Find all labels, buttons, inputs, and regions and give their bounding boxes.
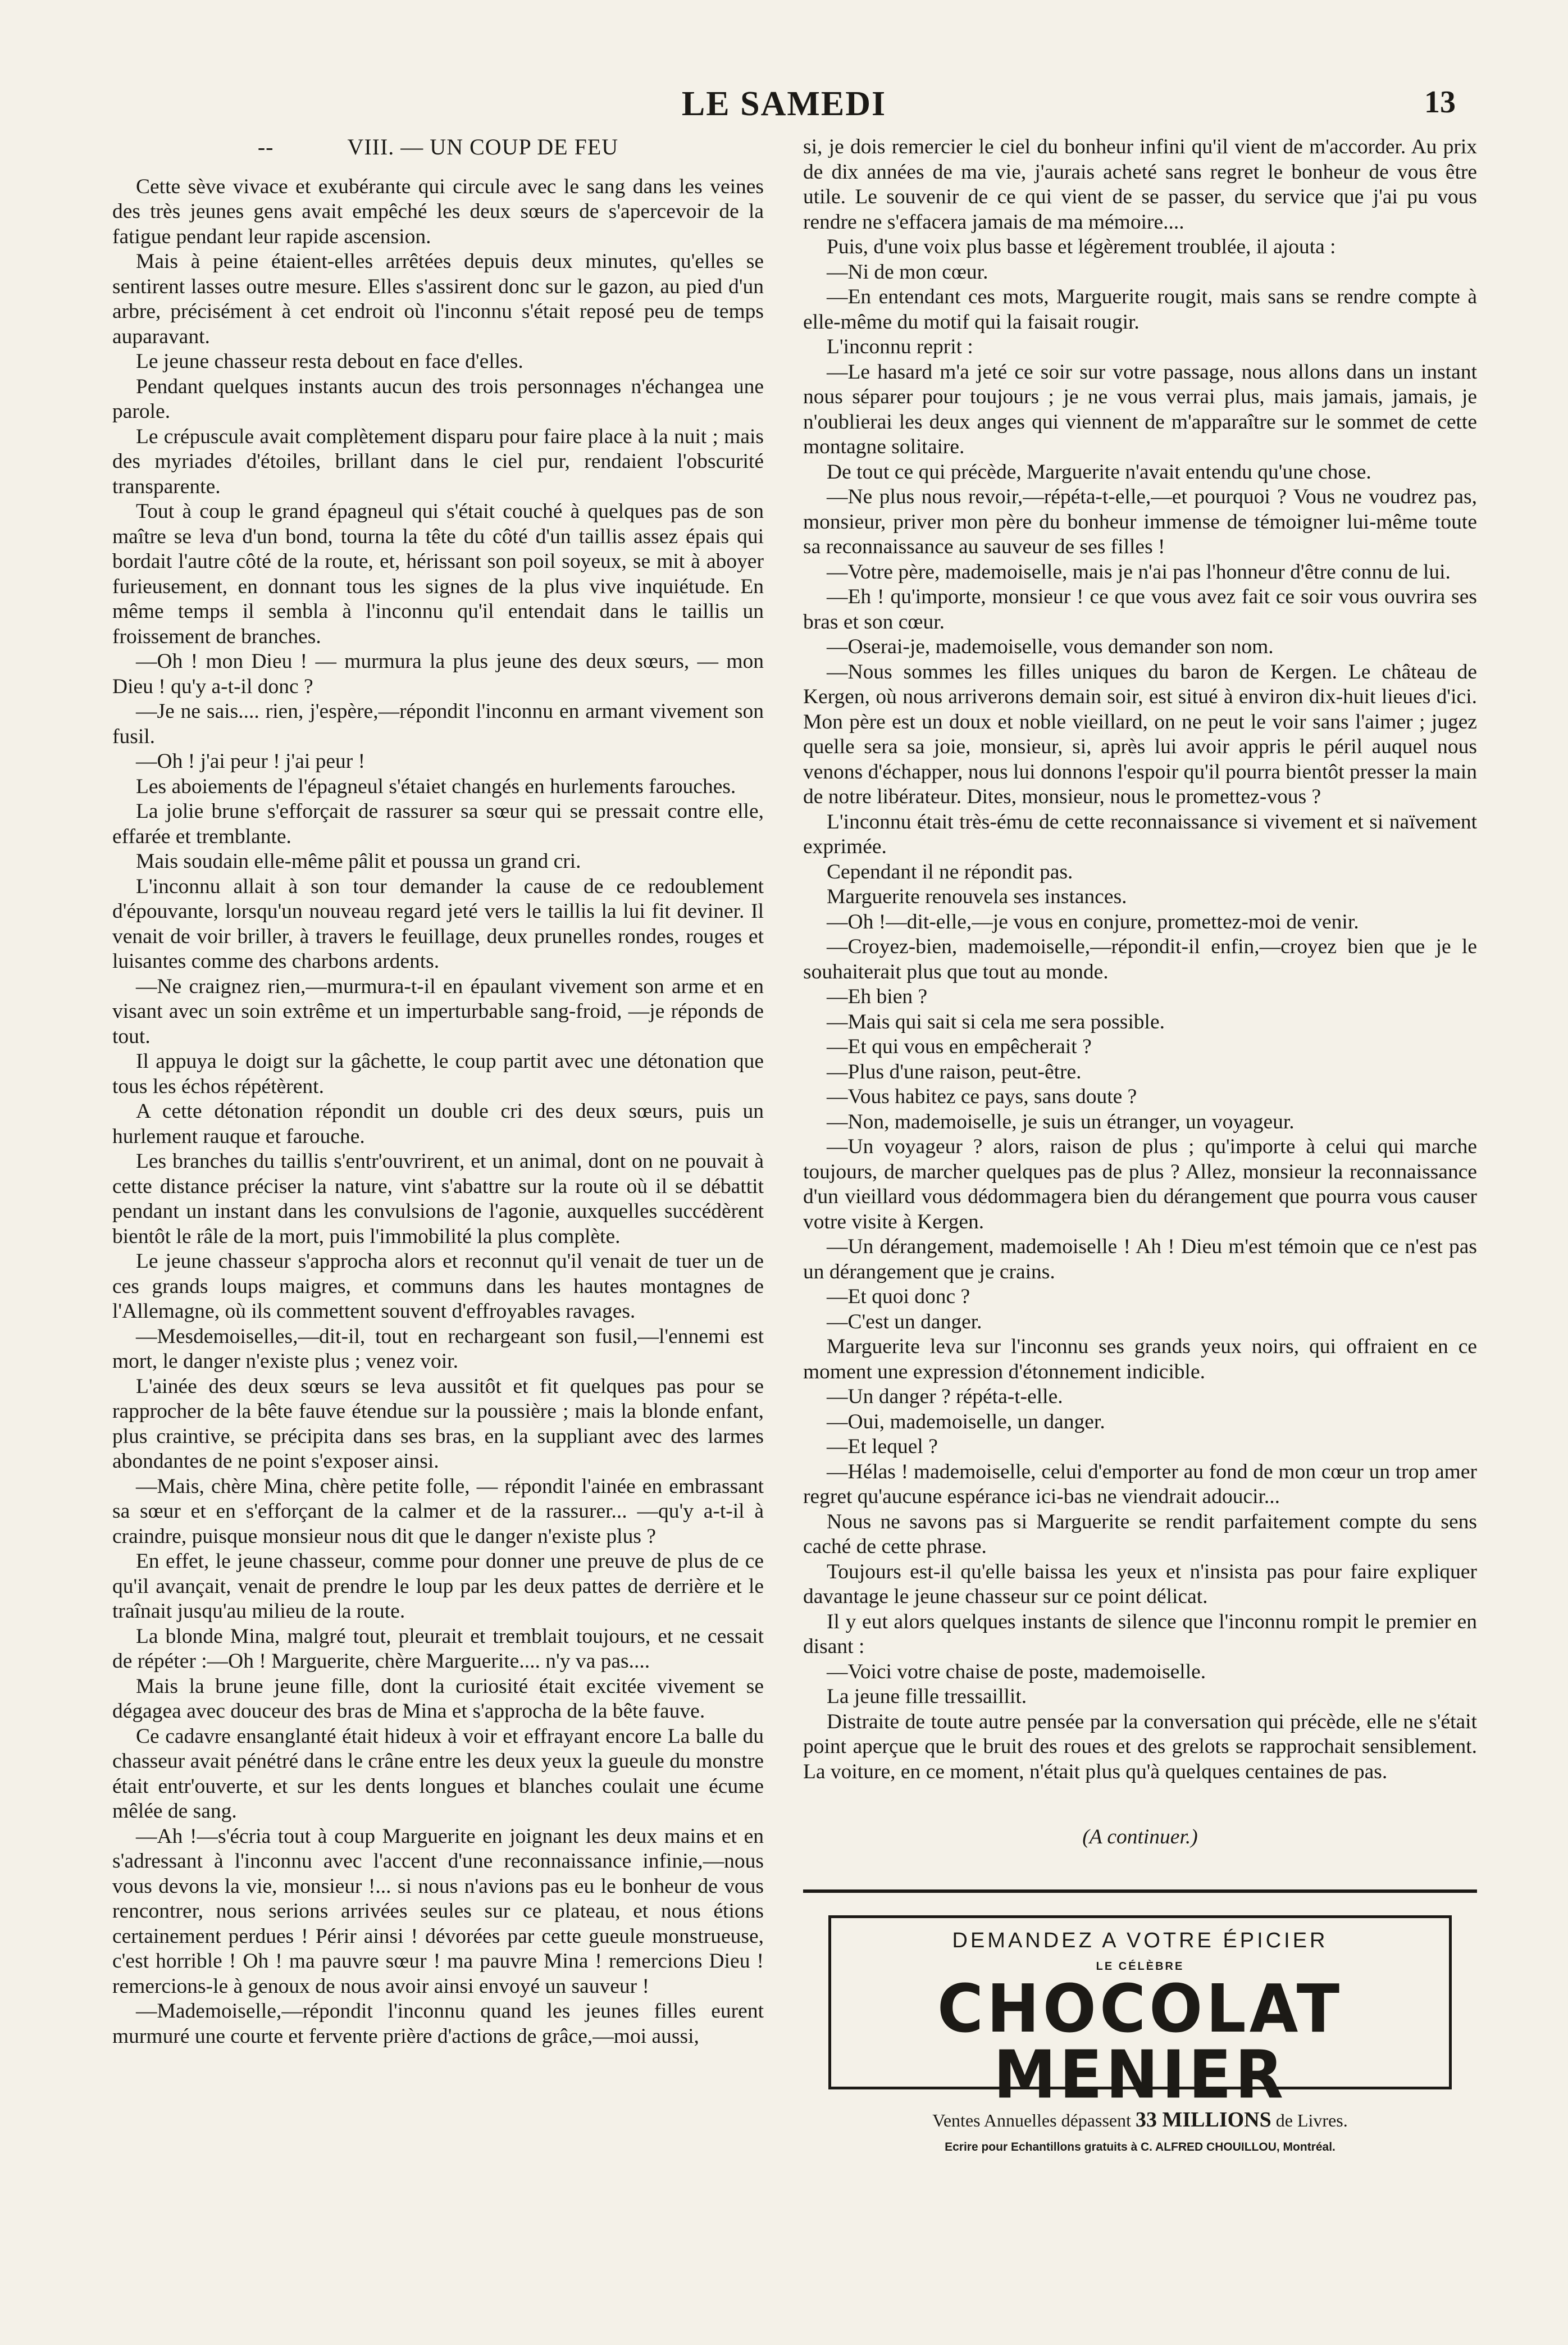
paragraph: Cependant il ne répondit pas. [827, 860, 1073, 884]
paragraph: —Croyez-bien, mademoiselle,—répondit-il enfin,—croyez bien que je le souhaiterait plus que tout au monde. [803, 935, 1477, 983]
paragraph: —Vous habitez ce pays, sans doute ? [827, 1085, 1137, 1108]
paragraph: Ce cadavre ensanglanté était hideux à voir et effrayant encore La balle du chasseur avait pénétré dans le crâne entre les deux yeux la gueule du monstre était entr'ouverte, et sur les dents longues et blanches coulait une écume mêlée de sang. [112, 1724, 764, 1823]
paragraph: —Le hasard m'a jeté ce soir sur votre passage, nous allons dans un instant nous séparer pour toujours ; je ne vous verrai plus, mais jamais, jamais, je n'oublierai les deux anges qui viennent de m'apparaître sur le sommet de cette montagne solitaire. [803, 360, 1477, 458]
paragraph: —Oh ! j'ai peur ! j'ai peur ! [136, 750, 366, 773]
paragraph: L'inconnu allait à son tour demander la cause de ce redoublement d'épouvante, lorsqu'un nouveau regard jeté vers le taillis la lui fit deviner. Il venait de voir briller, à travers le feuillage, deux prunelles rondes, rouges et luisantes comme des charbons ardents. [112, 875, 764, 973]
chocolat-menier-advertisement [828, 1915, 1452, 2153]
ad-sales-suffix: de Livres. [1275, 2110, 1348, 2130]
paragraph: —Eh ! qu'importe, monsieur ! ce que vous avez fait ce soir vous ouvrira ses bras et son cœur. [803, 585, 1477, 634]
paragraph: Marguerite renouvela ses instances. [827, 885, 1127, 908]
paragraph: —Ne craignez rien,—murmura-t-il en épaulant vivement son arme et en visant avec un soin extrême et un imperturbable sang-froid, —je réponds de tout. [112, 975, 764, 1048]
paragraph: La blonde Mina, malgré tout, pleurait et tremblait toujours, et ne cessait de répéter :—Oh ! Marguerite, chère Marguerite.... n'y va pas.... [112, 1624, 764, 1673]
paragraph: Le crépuscule avait complètement disparu pour faire place à la nuit ; mais des myriades d'étoiles, brillant dans le ciel pur, rendaient l'obscurité transparente. [112, 425, 764, 498]
paragraph: —C'est un danger. [827, 1310, 982, 1333]
to-be-continued: (A continuer.) [1082, 1825, 1198, 1848]
paragraph: —Oh !—dit-elle,—je vous en conjure, promettez-moi de venir. [827, 910, 1359, 934]
paragraph: Cette sève vivace et exubérante qui circule avec le sang dans les veines des très jeunes gens avait empêché les deux sœurs de s'apercevoir de la fatigue pendant leur rapide ascension. [112, 175, 764, 248]
divider-rule [803, 1889, 1477, 1893]
paragraph: —Je ne sais.... rien, j'espère,—répondit l'inconnu en armant vivement son fusil. [112, 700, 764, 748]
ad-line-ask-grocer: DEMANDEZ A VOTRE ÉPICIER [952, 1928, 1328, 1952]
paragraph: —Hélas ! mademoiselle, celui d'emporter au fond de mon cœur un trop amer regret qu'aucune espérance ici-bas ne viendrait adoucir... [803, 1460, 1477, 1508]
page-number: 13 [1424, 85, 1456, 120]
left-column [112, 135, 764, 2049]
paragraph: —Un dérangement, mademoiselle ! Ah ! Dieu m'est témoin que ce n'est pas un dérangement que je crains. [803, 1235, 1477, 1283]
paragraph: —Plus d'une raison, peut-être. [827, 1060, 1082, 1083]
paragraph: —Ni de mon cœur. [827, 260, 988, 284]
paragraph: Il y eut alors quelques instants de silence que l'inconnu rompit le premier en disant : [803, 1610, 1477, 1658]
ad-sales-prefix: Ventes Annuelles dépassent [932, 2110, 1131, 2130]
right-column-text [803, 135, 1477, 1784]
paragraph: —Ah !—s'écria tout à coup Marguerite en joignant les deux mains et en s'adressant à l'inconnu avec l'accent d'une reconnaissance infinie,—nous vous devons la vie, monsieur !... si nous n'avions pas eu le bonheur de vous rencontrer, nous serions arrivées seules sur ce plateau, et nous étions certainement perdues ! Périr ainsi ! dévorées par cette gueule monstrueuse, c'est horrible ! Oh ! ma pauvre sœur ! ma pauvre Mina ! remercions Dieu ! remercions-le à genoux de nous avoir ainsi envoyé un sauveur ! [112, 1824, 764, 1998]
paragraph: Tout à coup le grand épagneul qui s'était couché à quelques pas de son maître se leva d'un bond, tourna la tête du côté d'un taillis assez épais qui bordait l'autre côté de la route, et, hérissant son poil soyeux, se mit à aboyer furieusement, en donnant tous les signes de la plus vive inquiétude. En même temps il sembla à l'inconnu qu'il entendait dans le taillis un froissement de branches. [112, 500, 764, 648]
chapter-heading [112, 135, 764, 160]
paragraph: —Oserai-je, mademoiselle, vous demander son nom. [827, 635, 1274, 658]
paragraph: A cette détonation répondit un double cri des deux sœurs, puis un hurlement rauque et farouche. [112, 1100, 764, 1148]
ad-brand-name: CHOCOLAT MENIER [937, 1970, 1343, 2114]
paragraph: —Et qui vous en empêcherait ? [827, 1035, 1092, 1058]
paragraph: Distraite de toute autre pensée par la conversation qui précède, elle ne s'était point aperçue que le bruit des roues et des grelots se rapprochait sensiblement. La voiture, en ce moment, n'était plus qu'à quelques centaines de pas. [803, 1710, 1477, 1783]
paragraph: L'inconnu reprit : [827, 335, 973, 358]
paragraph: —Votre père, mademoiselle, mais je n'ai pas l'honneur d'être connu de lui. [827, 560, 1451, 584]
paragraph: De tout ce qui précède, Marguerite n'avait entendu qu'une chose. [827, 460, 1371, 484]
paragraph: L'ainée des deux sœurs se leva aussitôt et fit quelques pas pour se rapprocher de la bête fauve étendue sur la poussière ; mais la blonde enfant, plus craintive, se précipita dans ses bras, en la suppliant avec des larmes abondantes de ne point s'exposer ainsi. [112, 1374, 764, 1473]
ad-line-samples: Ecrire pour Echantillons gratuits à C. ALFRED CHOUILLOU, Montréal. [945, 2141, 1335, 2153]
paragraph: —Oui, mademoiselle, un danger. [827, 1410, 1105, 1433]
paragraph: En effet, le jeune chasseur, comme pour donner une preuve de plus de ce qu'il avançait, venait de prendre le loup par les deux pattes de derrière et le traînait jusqu'au milieu de la route. [112, 1550, 764, 1623]
paragraph: Le jeune chasseur s'approcha alors et reconnut qu'il venait de tuer un de ces grands loups maigres, et communs dans les hautes montagnes de l'Allemagne, où ils commettent souvent d'effroyables ravages. [112, 1250, 764, 1323]
paragraph: —Mais qui sait si cela me sera possible. [827, 1010, 1165, 1033]
paragraph: —Mais, chère Mina, chère petite folle, — répondit l'ainée en embrassant sa sœur et en s'efforçant de la calmer et de la rassurer... —qu'y a-t-il à craindre, puisque monsieur nous dit que le danger n'existe plus ? [112, 1474, 764, 1548]
paragraph: Marguerite leva sur l'inconnu ses grands yeux noirs, qui offraient en ce moment une expression d'étonnement indicible. [803, 1335, 1477, 1383]
paragraph: —Voici votre chaise de poste, mademoiselle. [827, 1660, 1206, 1683]
paragraph: Mais la brune jeune fille, dont la curiosité était excitée vivement se dégagea avec douceur des bras de Mina et s'approcha de la bête fauve. [112, 1674, 764, 1723]
ad-sales-figure: 33 MILLIONS [1135, 2107, 1271, 2132]
paragraph: Il appuya le doigt sur la gâchette, le coup partit avec une détonation que tous les échos répétèrent. [112, 1050, 764, 1098]
paragraph: —Mesdemoiselles,—dit-il, tout en rechargeant son fusil,—l'ennemi est mort, le danger n'existe plus ; venez voir. [112, 1324, 764, 1373]
paragraph: Puis, d'une voix plus basse et légèrement troublée, il ajouta : [827, 235, 1336, 258]
paragraph: —Eh bien ? [827, 985, 928, 1008]
paragraph: Les branches du taillis s'entr'ouvrirent, et un animal, dont on ne pouvait à cette distance préciser la nature, vint s'abattre sur la route où il se débattit pendant un instant dans les convulsions de l'agonie, auxquelles succédèrent bientôt le râle de la mort, puis l'immobilité la plus complète. [112, 1150, 764, 1248]
paragraph: —Oh ! mon Dieu ! — murmura la plus jeune des deux sœurs, — mon Dieu ! qu'y a-t-il donc ? [112, 650, 764, 698]
paragraph: —Un voyageur ? alors, raison de plus ; qu'importe à celui qui marche toujours, de marcher quelques pas de plus ? Allez, monsieur la reconnaissance d'un vieillard vous dédommagera bien du dérangement que pourra vous causer votre visite à Kergen. [803, 1135, 1477, 1233]
chapter-title: VIII. — UN COUP DE FEU [347, 134, 619, 160]
paragraph: Pendant quelques instants aucun des trois personnages n'échangea une parole. [112, 375, 764, 423]
ad-line-celebrated: LE CÉLÈBRE [1096, 1960, 1184, 1973]
right-column [803, 135, 1477, 2153]
paragraph: —Mademoiselle,—répondit l'inconnu quand les jeunes filles eurent murmuré une courte et fervente prière d'actions de grâce,—moi aussi, [112, 2000, 764, 2048]
paragraph: La jolie brune s'efforçait de rassurer sa sœur qui se pressait contre elle, effarée et tremblante. [112, 800, 764, 848]
paragraph: si, je dois remercier le ciel du bonheur infini qu'il vient de m'accorder. Au prix de dix années de ma vie, j'aurais acheté sans regret le bonheur de vous être utile. Le souvenir de ce qui vient de se passer, du service que j'ai pu vous rendre ne s'effacera jamais de ma mémoire.... [803, 135, 1477, 234]
paragraph: —Et quoi donc ? [827, 1285, 970, 1308]
paragraph: Le jeune chasseur resta debout en face d'elles. [136, 350, 523, 373]
page-header [0, 84, 1568, 129]
paragraph: Toujours est-il qu'elle baissa les yeux et n'insista pas pour faire expliquer davantage le jeune chasseur sur ce point délicat. [803, 1560, 1477, 1608]
paragraph: —Non, mademoiselle, je suis un étranger, un voyageur. [827, 1110, 1294, 1133]
paragraph: Les aboiements de l'épagneul s'étaiet changés en hurlements farouches. [136, 775, 736, 798]
paragraph: —Un danger ? répéta-t-elle. [827, 1385, 1063, 1408]
paragraph: Nous ne savons pas si Marguerite se rendit parfaitement compte du sens caché de cette phrase. [803, 1510, 1477, 1558]
journal-title: LE SAMEDI [681, 85, 887, 123]
paragraph: Mais soudain elle-même pâlit et poussa un grand cri. [136, 850, 581, 873]
paragraph: —Ne plus nous revoir,—répéta-t-elle,—et pourquoi ? Vous ne voudrez pas, monsieur, priver mon père du bonheur immense de témoigner lui-même toute sa reconnaissance au sauveur de ses filles ! [803, 485, 1477, 558]
paragraph: La jeune fille tressaillit. [827, 1685, 1027, 1708]
paragraph: —Nous sommes les filles uniques du baron de Kergen. Le château de Kergen, où nous arriverons demain soir, est situé à environ dix-huit lieues d'ici. Mon père est un doux et noble vieillard, on ne peut le voir sans l'aimer ; jugez quelle sera sa joie, monsieur, si, après lui avoir appris le péril auquel nous venons d'échapper, nous lui donnons l'espoir qu'il pourra bientôt presser la main de notre libérateur. Dites, monsieur, nous le promettez-vous ? [803, 660, 1477, 808]
paragraph: Mais à peine étaient-elles arrêtées depuis deux minutes, qu'elles se sentirent lasses outre mesure. Elles s'assirent donc sur le gazon, au pied d'un arbre, précisément à cet endroit où l'inconnu s'était reposé peu de temps auparavant. [112, 250, 764, 348]
paragraph: L'inconnu était très-ému de cette reconnaissance si vivement et si naïvement exprimée. [803, 810, 1477, 858]
chapter-dash: -- [257, 134, 274, 160]
paragraph: —En entendant ces mots, Marguerite rougit, mais sans se rendre compte à elle-même du motif qui la faisait rougir. [803, 285, 1477, 334]
paragraph: —Et lequel ? [827, 1435, 938, 1458]
